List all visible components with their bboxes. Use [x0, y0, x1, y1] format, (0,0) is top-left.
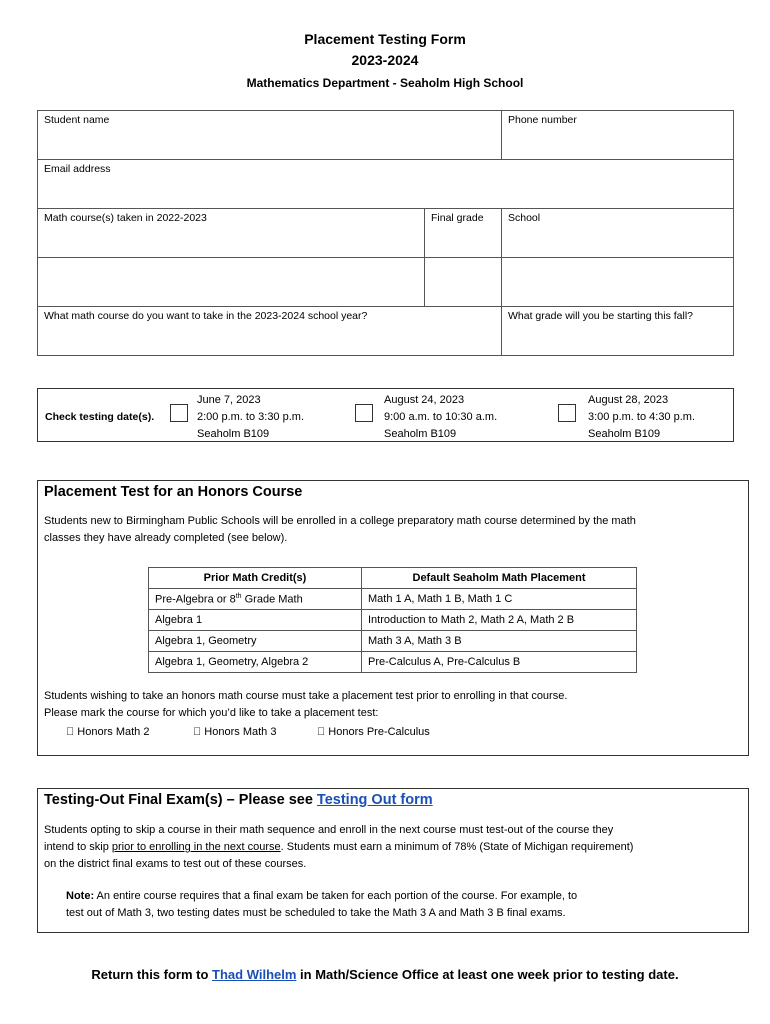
room-text: Seaholm B109 — [384, 428, 457, 440]
honors-heading: Placement Test for an Honors Course — [44, 484, 303, 500]
placement-cell: Math 1 A, Math 1 B, Math 1 C — [362, 589, 637, 610]
placement-cell: Pre-Calculus A, Pre-Calculus B — [362, 652, 637, 673]
date-option-august-24 — [384, 392, 497, 443]
placement-cell: Math 3 A, Math 3 B — [362, 631, 637, 652]
honors-wish-line2: Please mark the course for which you’d like to take a placement test: — [44, 707, 379, 719]
testing-out-heading-text: Testing-Out Final Exam(s) – Please see — [44, 792, 317, 808]
final-grade-label: Final grade — [431, 212, 484, 224]
school-entry[interactable] — [501, 257, 734, 307]
email-field[interactable] — [37, 159, 734, 209]
email-label: Email address — [44, 163, 111, 175]
department-subtitle: Mathematics Department - Seaholm High School — [246, 76, 524, 90]
courses-taken-label: Math course(s) taken in 2022-2023 — [44, 212, 207, 224]
placement-table — [148, 567, 637, 673]
honors-intro-line1: Students new to Birmingham Public Schools will be enrolled in a college preparatory math course determined by the math — [44, 515, 636, 527]
testing-out-line1: Students opting to skip a course in their math sequence and enroll in the next course must test-out of the course they — [44, 824, 614, 836]
desired-course-label: What math course do you want to take in the 2023-2024 school year? — [44, 310, 368, 322]
phone-number-field[interactable] — [501, 110, 734, 160]
date-text: June 7, 2023 — [197, 394, 261, 406]
phone-number-label: Phone number — [508, 114, 577, 126]
student-name-label: Student name — [44, 114, 110, 126]
note-line2: test out of Math 3, two testing dates must be scheduled to take the Math 3 A and Math 3 B final exams. — [66, 907, 566, 919]
prior-enrolling-underline: prior to enrolling in the next course — [111, 841, 281, 853]
time-text: 9:00 a.m. to 10:30 a.m. — [384, 411, 498, 423]
date-option-august-28 — [588, 392, 695, 443]
time-text: 2:00 p.m. to 3:30 p.m. — [197, 411, 305, 423]
table-header-row — [149, 568, 637, 589]
table-header-prior-credit: Prior Math Credit(s) — [149, 568, 362, 589]
note-label: Note: — [66, 890, 95, 902]
table-row — [149, 652, 637, 673]
final-grade-field[interactable] — [424, 208, 502, 258]
date-option-june-7 — [197, 392, 304, 443]
date-checkbox-june-7[interactable] — [170, 404, 188, 422]
prior-credit-cell: Pre-Algebra or 8th Grade Math — [149, 589, 362, 610]
table-header-default-placement: Default Seaholm Math Placement — [362, 568, 637, 589]
testing-out-note — [66, 888, 736, 922]
time-text: 3:00 p.m. to 4:30 p.m. — [588, 411, 696, 423]
prior-credit-cell: Algebra 1, Geometry, Algebra 2 — [149, 652, 362, 673]
testing-out-form-link[interactable]: Testing Out form — [316, 792, 433, 808]
starting-grade-field[interactable] — [501, 306, 734, 356]
final-grade-entry[interactable] — [424, 257, 502, 307]
form-title: Placement Testing Form — [304, 31, 466, 47]
placement-cell: Introduction to Math 2, Math 2 A, Math 2 B — [362, 610, 637, 631]
honors-instructions — [44, 688, 744, 722]
note-line1: Note: An entire course requires that a final exam be taken for each portion of the course. For example, to — [66, 890, 578, 902]
starting-grade-label: What grade will you be starting this fall? — [508, 310, 694, 322]
prior-credit-cell: Algebra 1 — [149, 610, 362, 631]
testing-out-heading — [44, 792, 433, 808]
form-year: 2023-2024 — [351, 52, 419, 68]
honors-intro — [44, 513, 744, 547]
testing-dates-label: Check testing date(s). — [45, 411, 155, 423]
thad-wilhelm-link[interactable]: Thad Wilhelm — [212, 967, 297, 982]
school-label: School — [508, 212, 541, 224]
desired-course-field[interactable] — [37, 306, 502, 356]
honors-option-math-3[interactable]: Honors Math 3 — [193, 726, 266, 738]
date-checkbox-august-24[interactable] — [355, 404, 373, 422]
return-instruction: Return this form to Thad Wilhelm in Math/Science Office at least one week prior to testing date. — [91, 967, 679, 982]
date-text: August 24, 2023 — [384, 394, 465, 406]
table-row — [149, 631, 637, 652]
honors-intro-line2: classes they have already completed (see below). — [44, 532, 288, 544]
table-row — [149, 610, 637, 631]
room-text: Seaholm B109 — [197, 428, 270, 440]
date-checkbox-august-28[interactable] — [558, 404, 576, 422]
testing-out-line2: intend to skip prior to enrolling in the next course. Students must earn a minimum of 78% (State of Michigan requirement) — [44, 841, 634, 853]
honors-option-pre-calculus[interactable]: Honors Pre-Calculus — [317, 726, 419, 738]
prior-credit-cell: Algebra 1, Geometry — [149, 631, 362, 652]
table-row — [149, 589, 637, 610]
date-text: August 28, 2023 — [588, 394, 669, 406]
student-name-field[interactable] — [37, 110, 502, 160]
honors-wish-line1: Students wishing to take an honors math course must take a placement test prior to enrolling in that course. — [44, 690, 568, 702]
courses-taken-entry[interactable] — [37, 257, 425, 307]
courses-taken-field[interactable] — [37, 208, 425, 258]
room-text: Seaholm B109 — [588, 428, 661, 440]
honors-option-math-2[interactable]: Honors Math 2 — [66, 726, 139, 738]
testing-out-body — [44, 822, 744, 873]
testing-out-line3: on the district final exams to test out of these courses. — [44, 858, 307, 870]
school-field[interactable] — [501, 208, 734, 258]
